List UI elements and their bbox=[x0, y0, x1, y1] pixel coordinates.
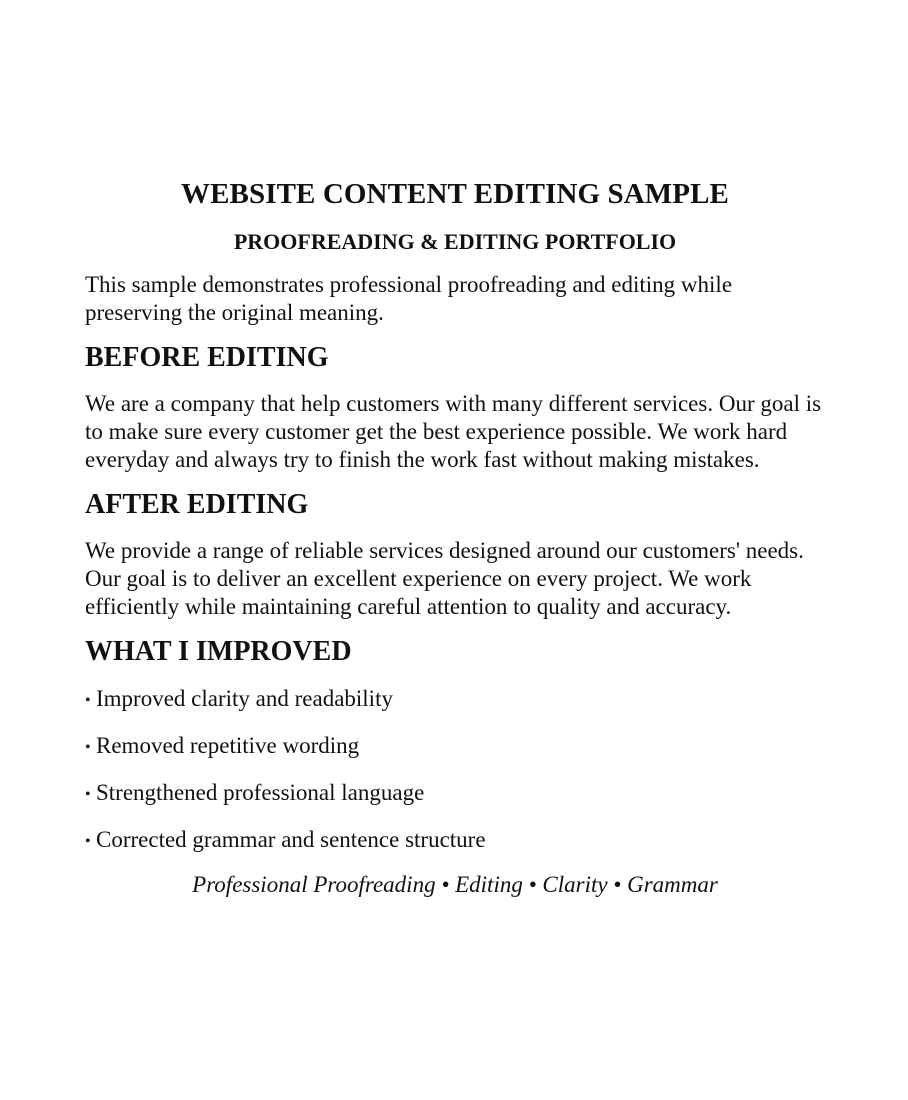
after-editing-heading: AFTER EDITING bbox=[85, 489, 309, 520]
list-item bbox=[85, 685, 825, 716]
bullet-icon: • bbox=[85, 692, 91, 709]
list-item-text: Improved clarity and readability bbox=[96, 686, 393, 711]
document-page bbox=[85, 176, 825, 899]
document-subtitle: PROOFREADING & EDITING PORTFOLIO bbox=[233, 229, 677, 254]
list-item bbox=[85, 732, 825, 763]
footer-tagline: Professional Proofreading • Editing • Clarity • Grammar bbox=[192, 872, 718, 897]
before-editing-text: We are a company that help customers with many different services. Our goal is to make sure every customer get the best experience possible. We work hard everyday and always try to finish the work fast without making mistakes. bbox=[85, 391, 822, 472]
bullet-icon: • bbox=[85, 786, 91, 803]
bullet-icon: • bbox=[85, 833, 91, 850]
improvements-list bbox=[85, 685, 825, 857]
list-item bbox=[85, 779, 825, 810]
list-item bbox=[85, 826, 825, 857]
after-editing-text: We provide a range of reliable services designed around our customers' needs. Our goal is to deliver an excellent experience on every project. We work efficiently while maintaining careful attention to quality and accuracy. bbox=[85, 538, 804, 619]
list-item-text: Removed repetitive wording bbox=[96, 733, 360, 758]
list-item-text: Corrected grammar and sentence structure bbox=[96, 827, 486, 852]
list-item-text: Strengthened professional language bbox=[96, 780, 425, 805]
intro-paragraph: This sample demonstrates professional proofreading and editing while preserving the original meaning. bbox=[85, 272, 733, 325]
bullet-icon: • bbox=[85, 739, 91, 756]
before-editing-heading: BEFORE EDITING bbox=[85, 342, 329, 373]
document-title: WEBSITE CONTENT EDITING SAMPLE bbox=[181, 178, 729, 210]
improvements-heading: WHAT I IMPROVED bbox=[85, 636, 352, 667]
